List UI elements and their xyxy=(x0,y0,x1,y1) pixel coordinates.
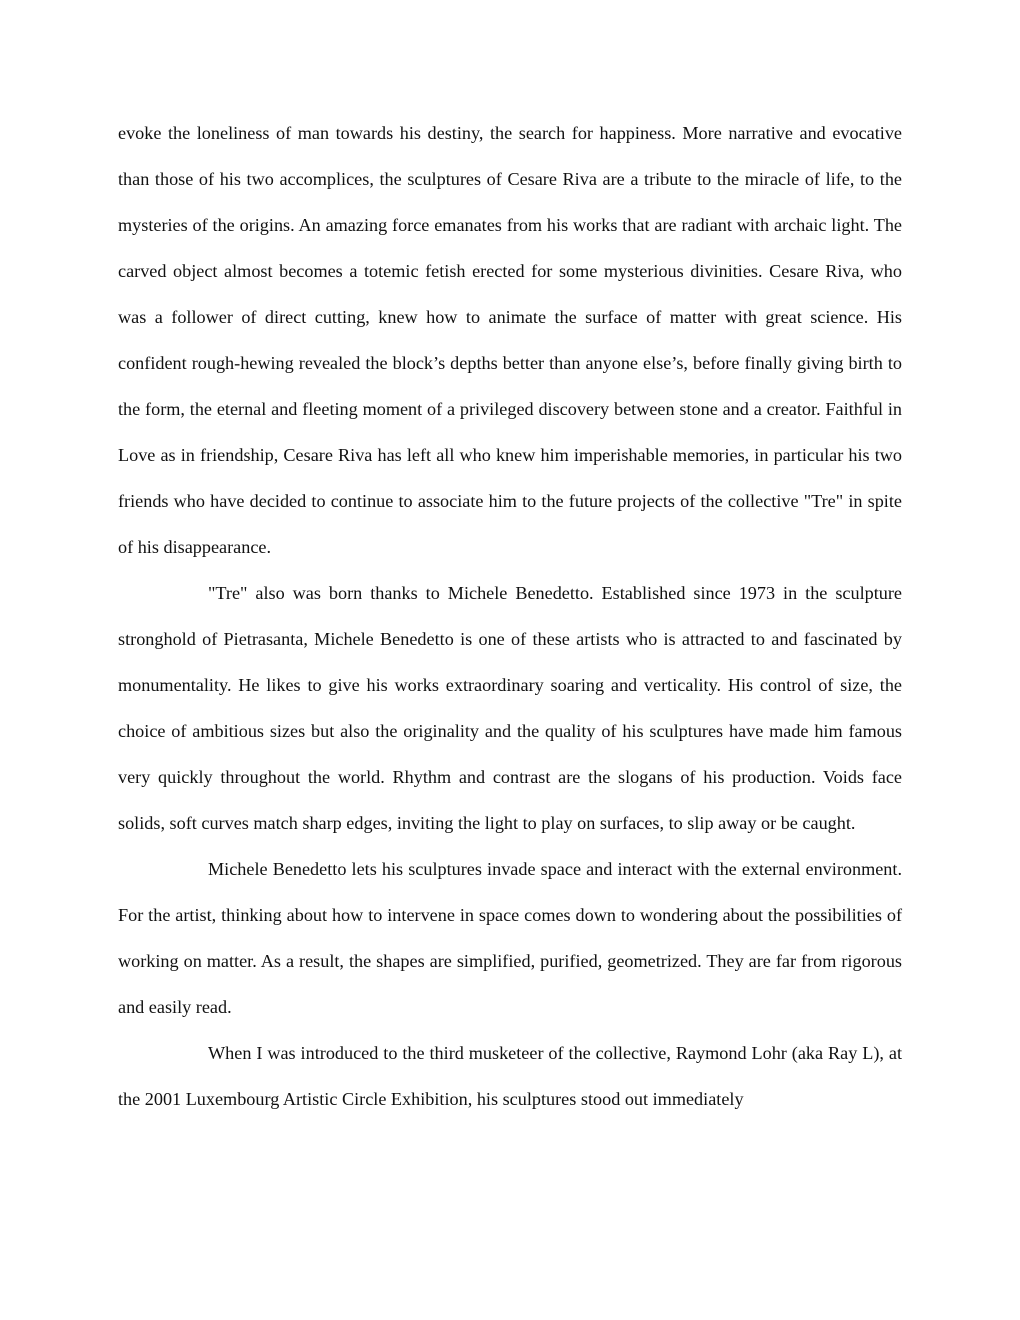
paragraph-tre-benedetto: "Tre" also was born thanks to Michele Benedetto. Established since 1973 in the sculpture stronghold of Pietrasanta, Michele Benedetto is one of these artists who is attracted to and fascinated by monumentality. He likes to give his works extraordinary soaring and verticality. His control of size, the choice of ambitious sizes but also the originality and the quality of his sculptures have made him famous very quickly throughout the world. Rhythm and contrast are the slogans of his production. Voids face solids, soft curves match sharp edges, inviting the light to play on surfaces, to slip away or be caught. xyxy=(118,583,902,833)
body-text xyxy=(118,110,902,1122)
paragraph-benedetto-space: Michele Benedetto lets his sculptures invade space and interact with the external environment. For the artist, thinking about how to intervene in space comes down to wondering about the possibilities of working on matter. As a result, the shapes are simplified, purified, geometrized. They are far from rigorous and easily read. xyxy=(118,859,902,1017)
paragraph-cesare-riva: evoke the loneliness of man towards his destiny, the search for happiness. More narrative and evocative than those of his two accomplices, the sculptures of Cesare Riva are a tribute to the miracle of life, to the mysteries of the origins. An amazing force emanates from his works that are radiant with archaic light. The carved object almost becomes a totemic fetish erected for some mysterious divinities. Cesare Riva, who was a follower of direct cutting, knew how to animate the surface of matter with great science. His confident rough-hewing revealed the block’s depths better than anyone else’s, before finally giving birth to the form, the eternal and fleeting moment of a privileged discovery between stone and a creator. Faithful in Love as in friendship, Cesare Riva has left all who knew him imperishable memories, in particular his two friends who have decided to continue to associate him to the future projects of the collective "Tre" in spite of his disappearance. xyxy=(118,123,902,557)
paragraph-raymond-lohr: When I was introduced to the third musketeer of the collective, Raymond Lohr (aka Ray L), at the 2001 Luxembourg Artistic Circle Exhibition, his sculptures stood out immediately xyxy=(118,1043,902,1109)
